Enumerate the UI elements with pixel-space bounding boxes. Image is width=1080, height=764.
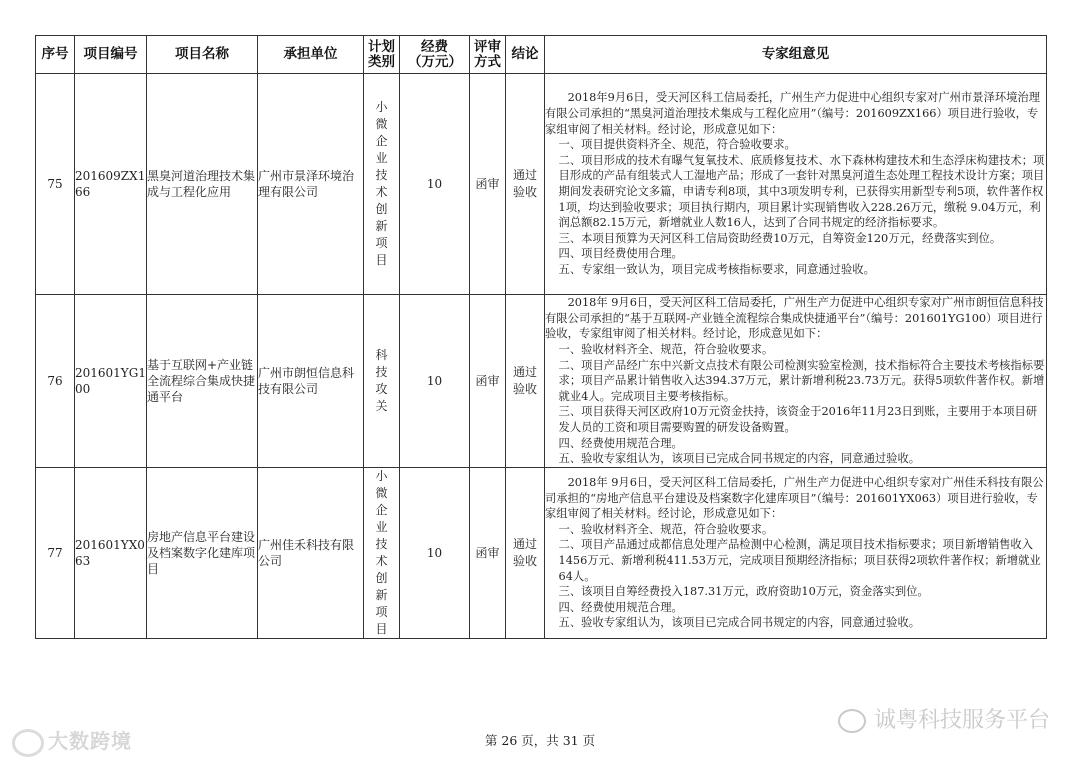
cell-funding: 10	[400, 74, 470, 295]
opinion-intro: 2018年9月6日，受天河区科工信局委托，广州生产力促进中心组织专家对广州市景泽环境治理有限公司承担的“黑臭河道治理技术集成与工程化应用”（编号：201609ZX166）项目进行验收，专家组审阅了相关材料。经讨论，形成意见如下：	[545, 91, 1041, 136]
cell-name: 房地产信息平台建设及档案数字化建库项目	[147, 468, 258, 639]
table-row	[36, 74, 1047, 295]
cell-name: 基于互联网+产业链全流程综合集成快捷通平台	[147, 295, 258, 468]
header-unit: 承担单位	[258, 36, 364, 74]
opinion-item: 二、项目形成的技术有曝气复氧技术、底质修复技术、水下森林构建技术和生态浮床构建技术；项目形成的产品有组装式人工湿地产品；形成了一套针对黑臭河道生态处理工程技术设计方案；项目期间发表研究论文多篇，申请专利8项，其中3项发明专利，已获得实用新型专利5项，软件著作权1项，均达到验收要求；项目执行期内，项目累计实现销售收入228.26万元，缴税 9.04万元，利润总额82.15万元，新增就业人数16人，达到了合同书规定的经济指标要求。	[558, 153, 1045, 230]
opinion-item: 一、验收材料齐全、规范，符合验收要求。	[558, 343, 774, 357]
header-code: 项目编号	[75, 36, 147, 74]
cell-category: 科技攻关	[364, 295, 400, 468]
cell-unit: 广州佳禾科技有限公司	[258, 468, 364, 639]
cell-seq: 77	[36, 468, 75, 639]
opinion-item: 三、该项目自筹经费投入187.31万元，政府资助10万元，资金落实到位。	[558, 585, 929, 599]
cell-name: 黑臭河道治理技术集成与工程化应用	[147, 74, 258, 295]
header-review: 评审方式	[470, 36, 506, 74]
page-number: 第 26 页，共 31 页	[484, 733, 596, 748]
opinion-item: 四、项目经费使用合理。	[558, 247, 683, 261]
opinion-item: 二、项目产品经广东中兴新文点技术有限公司检测实验室检测，技术指标符合主要技术考核指标要求；项目产品累计销售收入达394.37万元，累计新增利税23.73万元。获得5项软件著作权。新增就业4人。完成项目主要考核指标。	[558, 358, 1045, 403]
cell-funding: 10	[400, 295, 470, 468]
opinion-item: 三、项目获得天河区政府10万元资金扶持，该资金于2016年11月23日到账，主要用于本项目研发人员的工资和项目需要购置的研发设备购置。	[558, 405, 1038, 434]
opinion-intro: 2018年 9月6日，受天河区科工信局委托，广州生产力促进中心组织专家对广州市朗恒信息科技有限公司承担的“基于互联网-产业链全流程综合集成快捷通平台”（编号：201601YG100）项目进行验收，专家组审阅了相关材料。经讨论，形成意见如下：	[545, 296, 1044, 341]
cell-category: 小微企业技术创新项目	[364, 74, 400, 295]
cell-conclusion: 通过验收	[506, 295, 545, 468]
wechat-icon	[838, 709, 866, 733]
cell-funding: 10	[400, 468, 470, 639]
cell-review: 函审	[470, 74, 506, 295]
opinion-item: 五、验收专家组认为，该项目已完成合同书规定的内容，同意通过验收。	[558, 616, 921, 630]
table-row	[36, 468, 1047, 639]
acceptance-table	[35, 35, 1047, 639]
cell-code: 201609ZX166	[75, 74, 147, 295]
watermark-right-text: 诚粤科技服务平台	[873, 708, 1050, 733]
cell-code: 201601YX063	[75, 468, 147, 639]
cell-opinion	[545, 468, 1047, 639]
opinion-item: 二、项目产品通过成都信息处理产品检测中心检测，满足项目技术指标要求；项目新增销售收入1456万元、新增利税411.53万元，完成项目预期经济指标；项目获得2项软件著作权；新增就业64人。	[558, 538, 1041, 583]
opinion-item: 四、经费使用规范合理。	[558, 436, 683, 450]
cell-unit: 广州市景泽环境治理有限公司	[258, 74, 364, 295]
header-funding: 经费（万元）	[400, 36, 470, 74]
opinion-item: 一、验收材料齐全、规范，符合验收要求。	[558, 522, 774, 536]
header-opinion: 专家组意见	[545, 36, 1047, 74]
header-seq: 序号	[36, 36, 75, 74]
opinion-item: 三、本项目预算为天河区科工信局资助经费10万元，自筹资金120万元，经费落实到位。	[558, 231, 1002, 245]
cell-conclusion: 通过验收	[506, 74, 545, 295]
watermark-left-text: 大数跨境	[48, 729, 132, 753]
cell-opinion	[545, 74, 1047, 295]
watermark-right	[838, 703, 1050, 734]
header-name: 项目名称	[147, 36, 258, 74]
opinion-item: 四、经费使用规范合理。	[558, 600, 683, 614]
cell-review: 函审	[470, 468, 506, 639]
opinion-item: 一、项目提供资料齐全、规范，符合验收要求。	[558, 138, 796, 152]
table-header-row	[36, 36, 1047, 74]
opinion-item: 五、验收专家组认为，该项目已完成合同书规定的内容，同意通过验收。	[558, 452, 921, 466]
cell-seq: 75	[36, 74, 75, 295]
cell-seq: 76	[36, 295, 75, 468]
table-row	[36, 295, 1047, 468]
cell-review: 函审	[470, 295, 506, 468]
cell-unit: 广州市朗恒信息科技有限公司	[258, 295, 364, 468]
header-conclusion: 结论	[506, 36, 545, 74]
opinion-intro: 2018年 9月6日，受天河区科工信局委托，广州生产力促进中心组织专家对广州佳禾科技有限公司承担的“房地产信息平台建设及档案数字化建库项目”（编号：201601YX063）项目进行验收，专家组审阅了相关材料。经讨论，形成意见如下：	[545, 476, 1044, 521]
cell-code: 201601YG100	[75, 295, 147, 468]
cell-conclusion: 通过验收	[506, 468, 545, 639]
cell-opinion	[545, 295, 1047, 468]
cell-category: 小微企业技术创新项目	[364, 468, 400, 639]
header-category: 计划类别	[364, 36, 400, 74]
opinion-item: 五、专家组一致认为，项目完成考核指标要求，同意通过验收。	[558, 262, 875, 276]
